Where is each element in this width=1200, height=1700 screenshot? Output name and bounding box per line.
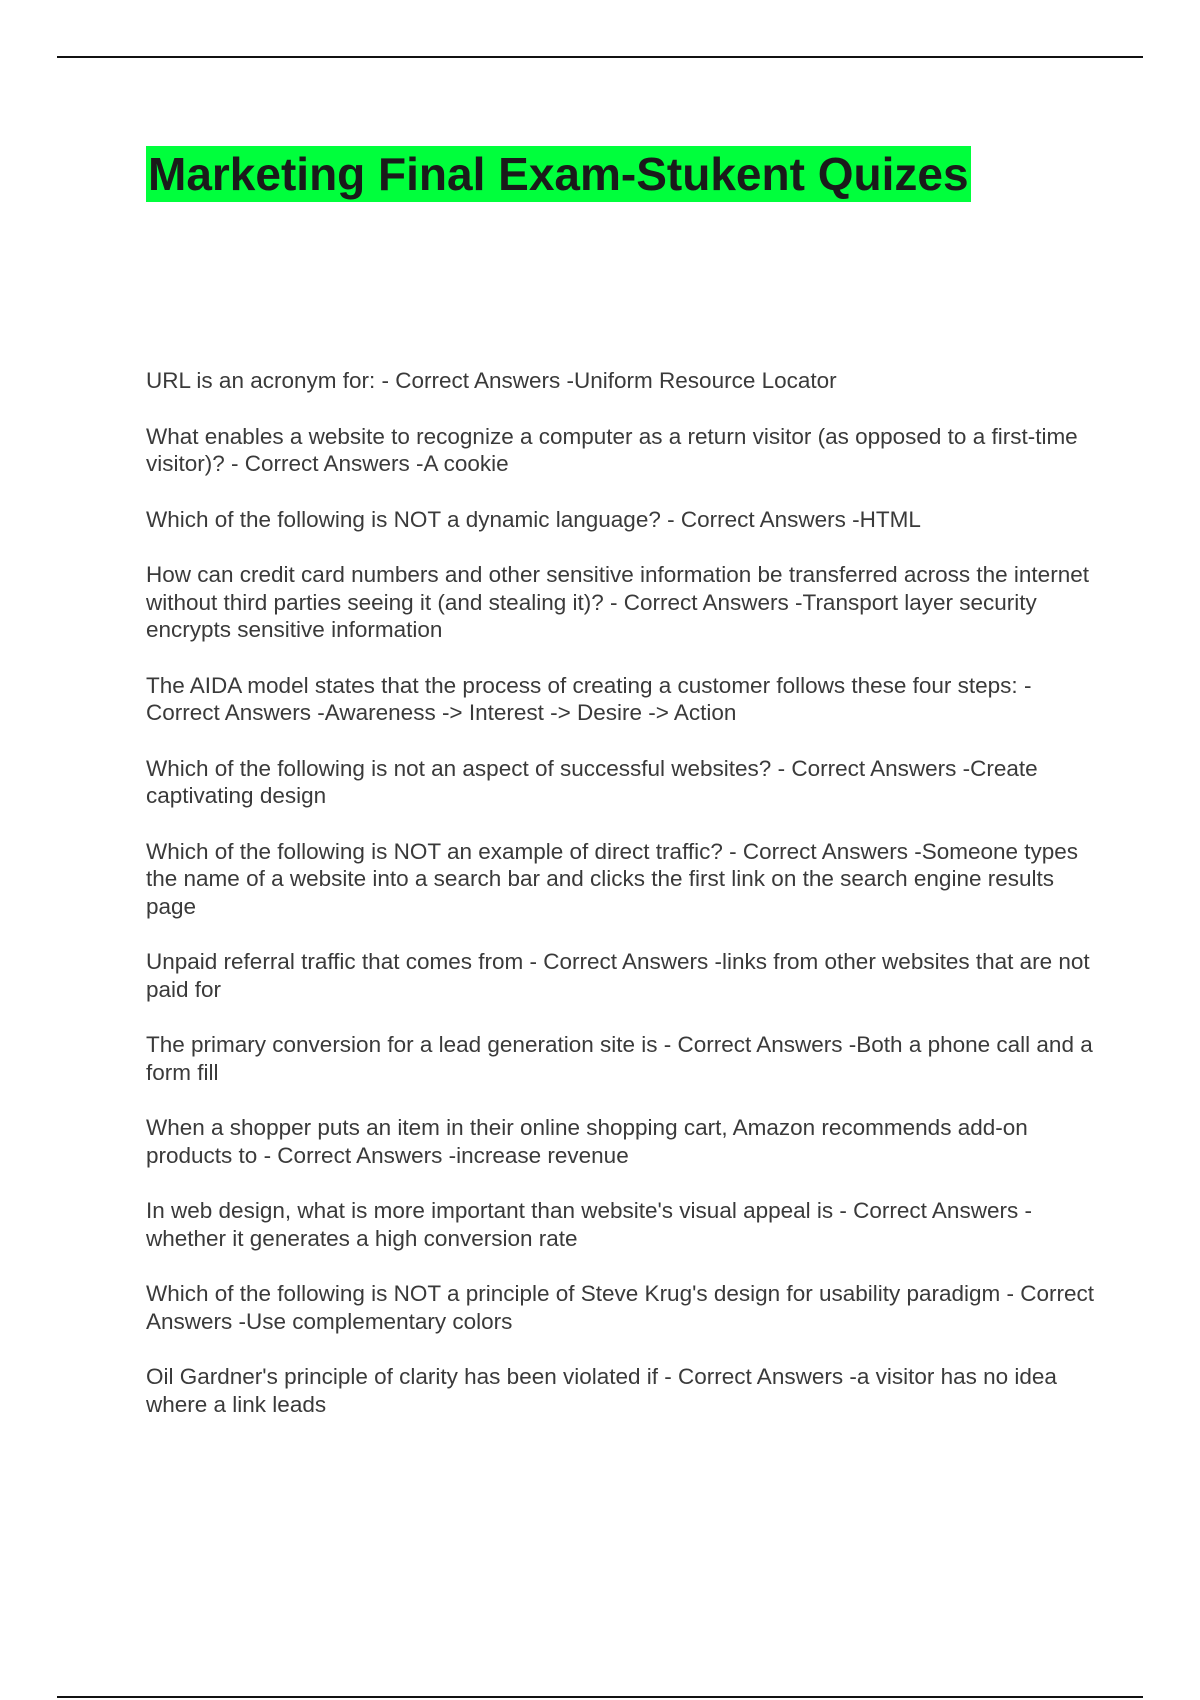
qa-item: Which of the following is NOT an example of direct traffic? - Correct Answers -Someone types the name of a website into a search bar and clicks the first link on the search engine results page	[146, 838, 1079, 919]
qa-item: The primary conversion for a lead generation site is - Correct Answers -Both a phone call and a form fill	[146, 1032, 1093, 1085]
qa-item: Oil Gardner's principle of clarity has been violated if - Correct Answers -a visitor has no idea where a link leads	[146, 1364, 1057, 1417]
footer-rule	[57, 1696, 1143, 1698]
header-rule	[57, 56, 1143, 58]
qa-item: Which of the following is NOT a dynamic language? - Correct Answers -HTML	[146, 506, 921, 532]
qa-item: When a shopper puts an item in their online shopping cart, Amazon recommends add-on products to - Correct Answers -increase revenue	[146, 1115, 1028, 1168]
qa-item: The AIDA model states that the process of creating a customer follows these four steps: - Correct Answers -Awareness -> Interest -> Desire -> Action	[146, 672, 1032, 725]
title-block	[146, 146, 971, 202]
qa-item: Which of the following is not an aspect of successful websites? - Correct Answers -Create captivating design	[146, 755, 1038, 808]
qa-item: What enables a website to recognize a computer as a return visitor (as opposed to a first-time visitor)? - Correct Answers -A cookie	[146, 423, 1078, 476]
qa-item: How can credit card numbers and other sensitive information be transferred across the internet without third parties seeing it (and stealing it)? - Correct Answers -Transport layer security encrypts sensitive information	[146, 562, 1089, 642]
question-list	[146, 367, 1096, 1446]
qa-item: Which of the following is NOT a principle of Steve Krug's design for usability paradigm - Correct Answers -Use complementary colors	[146, 1281, 1095, 1334]
qa-item: Unpaid referral traffic that comes from - Correct Answers -links from other websites that are not paid for	[146, 949, 1090, 1002]
qa-item: URL is an acronym for: - Correct Answers -Uniform Resource Locator	[146, 368, 837, 393]
document-title: Marketing Final Exam-Stukent Quizes	[148, 148, 969, 200]
qa-item: In web design, what is more important than website's visual appeal is - Correct Answers -whether it generates a high conversion rate	[146, 1198, 1032, 1251]
